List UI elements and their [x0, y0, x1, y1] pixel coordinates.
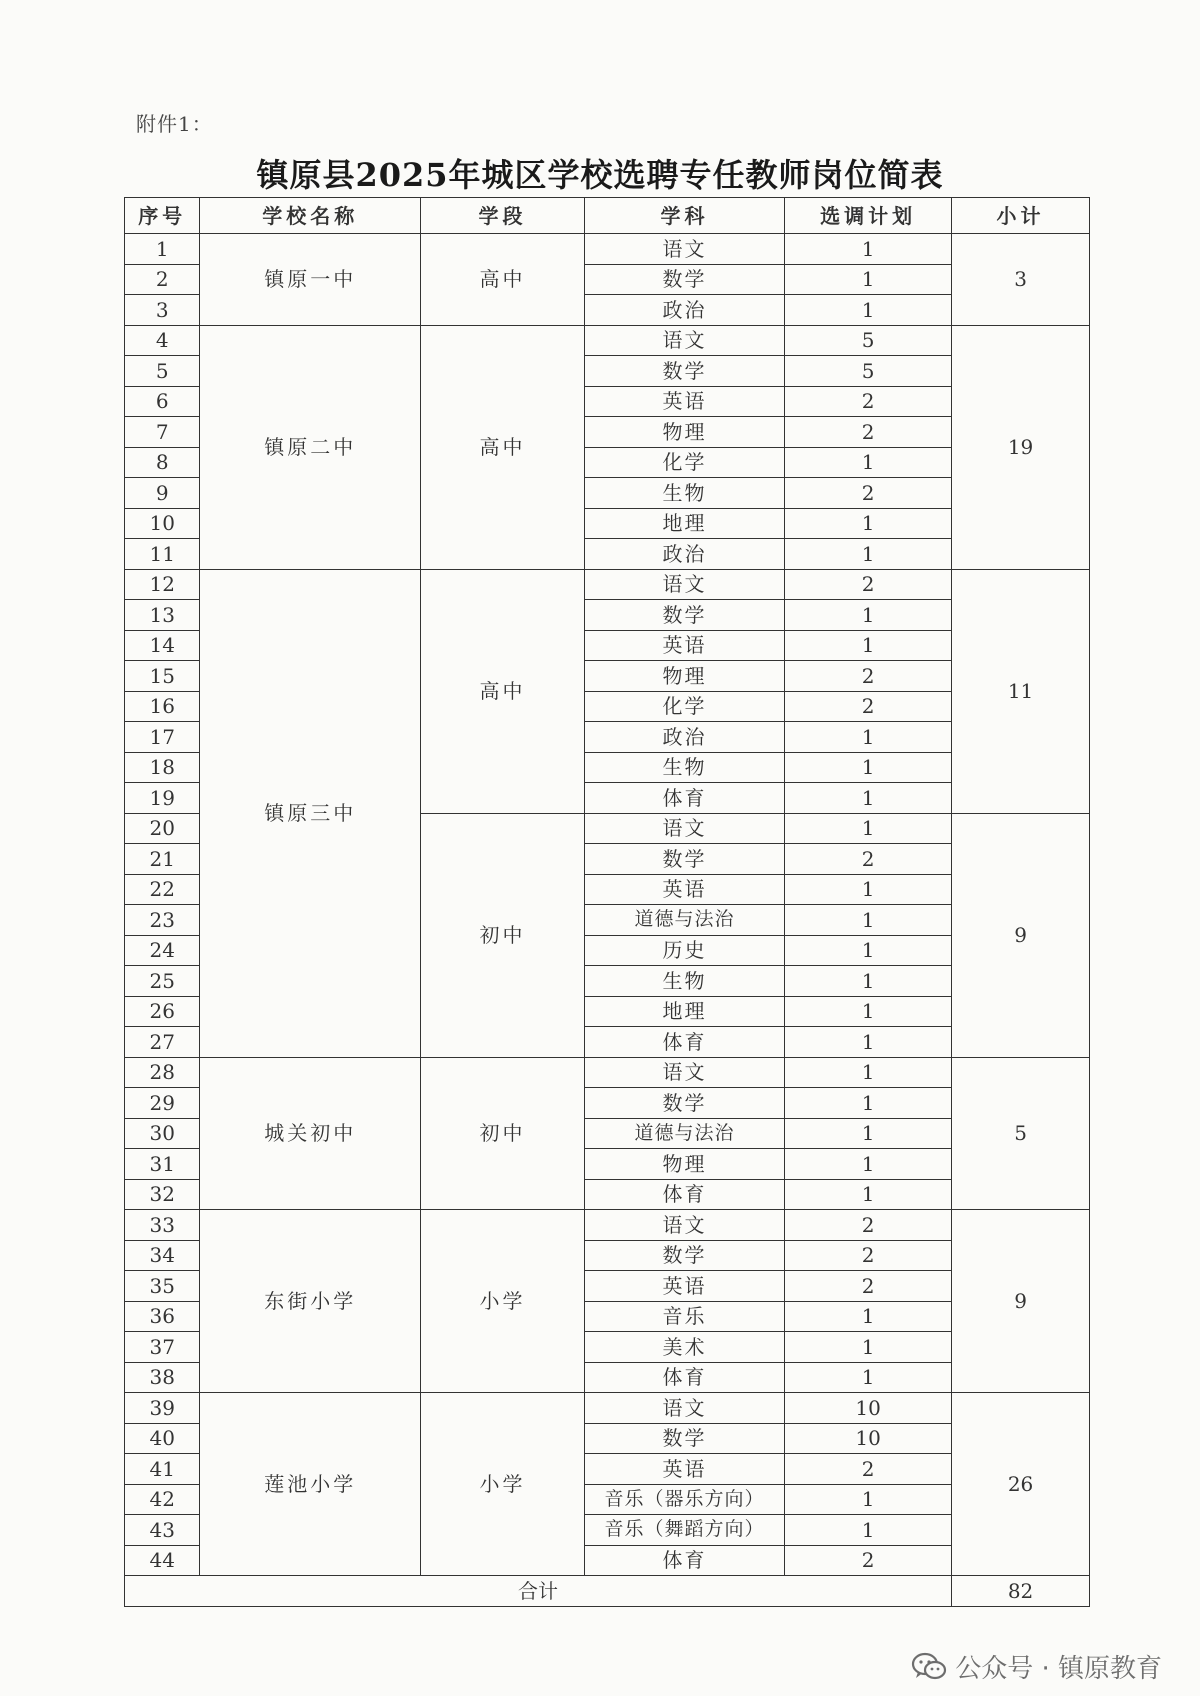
plan-count: 2	[785, 691, 952, 722]
subject: 体育	[584, 783, 784, 814]
row-seq: 29	[125, 1088, 200, 1119]
subtotal: 19	[952, 325, 1090, 569]
row-seq: 2	[125, 264, 200, 295]
plan-count: 1	[785, 905, 952, 936]
row-seq: 21	[125, 844, 200, 875]
plan-count: 2	[785, 1210, 952, 1241]
table-body	[125, 234, 1090, 1576]
stage-name: 高中	[421, 234, 585, 326]
plan-count: 1	[785, 1149, 952, 1180]
row-seq: 39	[125, 1393, 200, 1424]
row-seq: 11	[125, 539, 200, 570]
plan-count: 1	[785, 1179, 952, 1210]
plan-count: 2	[785, 1454, 952, 1485]
row-seq: 30	[125, 1118, 200, 1149]
table-row	[125, 569, 1090, 600]
row-seq: 25	[125, 966, 200, 997]
subject: 化学	[584, 447, 784, 478]
subject: 政治	[584, 295, 784, 326]
plan-count: 1	[785, 447, 952, 478]
plan-count: 1	[785, 1301, 952, 1332]
plan-count: 1	[785, 295, 952, 326]
total-row	[125, 1576, 1090, 1607]
row-seq: 5	[125, 356, 200, 387]
row-seq: 37	[125, 1332, 200, 1363]
plan-count: 1	[785, 813, 952, 844]
subject: 英语	[584, 630, 784, 661]
table-header-row	[125, 198, 1090, 234]
plan-count: 1	[785, 1484, 952, 1515]
total-label: 合计	[125, 1576, 952, 1607]
subject: 体育	[584, 1545, 784, 1576]
subject: 语文	[584, 1393, 784, 1424]
table-row	[125, 1210, 1090, 1241]
subtotal: 9	[952, 1210, 1090, 1393]
subject: 英语	[584, 386, 784, 417]
row-seq: 16	[125, 691, 200, 722]
teacher-posts-table	[124, 197, 1090, 1607]
total-value: 82	[952, 1576, 1090, 1607]
row-seq: 22	[125, 874, 200, 905]
plan-count: 2	[785, 1545, 952, 1576]
row-seq: 4	[125, 325, 200, 356]
school-name: 镇原三中	[200, 569, 421, 1057]
row-seq: 27	[125, 1027, 200, 1058]
plan-count: 2	[785, 569, 952, 600]
row-seq: 44	[125, 1545, 200, 1576]
plan-count: 1	[785, 508, 952, 539]
row-seq: 28	[125, 1057, 200, 1088]
subject: 数学	[584, 1240, 784, 1271]
plan-count: 1	[785, 600, 952, 631]
subtotal: 11	[952, 569, 1090, 813]
row-seq: 34	[125, 1240, 200, 1271]
stage-name: 小学	[421, 1210, 585, 1393]
subject: 音乐（器乐方向）	[584, 1484, 784, 1515]
plan-count: 1	[785, 783, 952, 814]
plan-count: 1	[785, 966, 952, 997]
row-seq: 38	[125, 1362, 200, 1393]
subject: 语文	[584, 1057, 784, 1088]
subject: 政治	[584, 539, 784, 570]
subject: 体育	[584, 1027, 784, 1058]
subject: 生物	[584, 752, 784, 783]
table-row	[125, 1393, 1090, 1424]
subject: 音乐	[584, 1301, 784, 1332]
subject: 物理	[584, 661, 784, 692]
row-seq: 7	[125, 417, 200, 448]
plan-count: 2	[785, 661, 952, 692]
stage-name: 初中	[421, 813, 585, 1057]
stage-name: 高中	[421, 569, 585, 813]
school-name: 镇原二中	[200, 325, 421, 569]
table-row	[125, 234, 1090, 265]
plan-count: 2	[785, 1271, 952, 1302]
plan-count: 1	[785, 1118, 952, 1149]
subject: 道德与法治	[584, 905, 784, 936]
plan-count: 10	[785, 1423, 952, 1454]
plan-count: 2	[785, 478, 952, 509]
plan-count: 1	[785, 722, 952, 753]
plan-count: 2	[785, 844, 952, 875]
stage-name: 初中	[421, 1057, 585, 1210]
subtotal: 9	[952, 813, 1090, 1057]
plan-count: 1	[785, 1027, 952, 1058]
subject: 数学	[584, 1423, 784, 1454]
school-name: 莲池小学	[200, 1393, 421, 1576]
subject: 地理	[584, 508, 784, 539]
subject: 音乐（舞蹈方向）	[584, 1515, 784, 1546]
plan-count: 1	[785, 1057, 952, 1088]
subtotal: 3	[952, 234, 1090, 326]
row-seq: 20	[125, 813, 200, 844]
row-seq: 19	[125, 783, 200, 814]
row-seq: 9	[125, 478, 200, 509]
subject: 地理	[584, 996, 784, 1027]
row-seq: 1	[125, 234, 200, 265]
plan-count: 2	[785, 417, 952, 448]
subject: 数学	[584, 356, 784, 387]
document-title: 镇原县2025年城区学校选聘专任教师岗位简表	[256, 156, 944, 194]
row-seq: 40	[125, 1423, 200, 1454]
subject: 历史	[584, 935, 784, 966]
row-seq: 41	[125, 1454, 200, 1485]
subtotal: 26	[952, 1393, 1090, 1576]
subtotal: 5	[952, 1057, 1090, 1210]
row-seq: 12	[125, 569, 200, 600]
plan-count: 2	[785, 386, 952, 417]
watermark-text: 公众号 · 镇原教育	[955, 1654, 1162, 1684]
plan-count: 2	[785, 1240, 952, 1271]
plan-count: 1	[785, 1332, 952, 1363]
plan-count: 1	[785, 935, 952, 966]
row-seq: 42	[125, 1484, 200, 1515]
row-seq: 31	[125, 1149, 200, 1180]
subject: 生物	[584, 478, 784, 509]
row-seq: 3	[125, 295, 200, 326]
subject: 美术	[584, 1332, 784, 1363]
subject: 政治	[584, 722, 784, 753]
header-stage: 学段	[421, 198, 585, 234]
plan-count: 1	[785, 874, 952, 905]
stage-name: 小学	[421, 1393, 585, 1576]
plan-count: 5	[785, 325, 952, 356]
subject: 数学	[584, 1088, 784, 1119]
header-subject: 学科	[584, 198, 784, 234]
subject: 数学	[584, 264, 784, 295]
row-seq: 18	[125, 752, 200, 783]
subject: 英语	[584, 1271, 784, 1302]
school-name: 镇原一中	[200, 234, 421, 326]
row-seq: 26	[125, 996, 200, 1027]
school-name: 城关初中	[200, 1057, 421, 1210]
row-seq: 15	[125, 661, 200, 692]
table-row	[125, 1057, 1090, 1088]
row-seq: 35	[125, 1271, 200, 1302]
subject: 道德与法治	[584, 1118, 784, 1149]
header-seq: 序号	[125, 198, 200, 234]
subject: 英语	[584, 874, 784, 905]
subject: 生物	[584, 966, 784, 997]
row-seq: 33	[125, 1210, 200, 1241]
row-seq: 13	[125, 600, 200, 631]
row-seq: 32	[125, 1179, 200, 1210]
row-seq: 17	[125, 722, 200, 753]
row-seq: 36	[125, 1301, 200, 1332]
plan-count: 1	[785, 1088, 952, 1119]
subject: 体育	[584, 1362, 784, 1393]
subject: 化学	[584, 691, 784, 722]
row-seq: 24	[125, 935, 200, 966]
row-seq: 6	[125, 386, 200, 417]
school-name: 东街小学	[200, 1210, 421, 1393]
subject: 语文	[584, 325, 784, 356]
plan-count: 1	[785, 1362, 952, 1393]
subject: 体育	[584, 1179, 784, 1210]
attachment-label: 附件1：	[136, 112, 213, 136]
watermark	[911, 1648, 1162, 1685]
row-seq: 10	[125, 508, 200, 539]
row-seq: 14	[125, 630, 200, 661]
header-subtotal: 小计	[952, 198, 1090, 234]
header-plan: 选调计划	[785, 198, 952, 234]
subject: 数学	[584, 600, 784, 631]
subject: 语文	[584, 813, 784, 844]
stage-name: 高中	[421, 325, 585, 569]
row-seq: 43	[125, 1515, 200, 1546]
plan-count: 5	[785, 356, 952, 387]
plan-count: 10	[785, 1393, 952, 1424]
header-school: 学校名称	[200, 198, 421, 234]
subject: 语文	[584, 234, 784, 265]
plan-count: 1	[785, 1515, 952, 1546]
plan-count: 1	[785, 630, 952, 661]
subject: 物理	[584, 1149, 784, 1180]
plan-count: 1	[785, 996, 952, 1027]
plan-count: 1	[785, 539, 952, 570]
table-row	[125, 325, 1090, 356]
plan-count: 1	[785, 234, 952, 265]
subject: 语文	[584, 569, 784, 600]
subject: 语文	[584, 1210, 784, 1241]
row-seq: 8	[125, 447, 200, 478]
subject: 英语	[584, 1454, 784, 1485]
plan-count: 1	[785, 752, 952, 783]
plan-count: 1	[785, 264, 952, 295]
wechat-icon	[911, 1652, 947, 1682]
subject: 物理	[584, 417, 784, 448]
row-seq: 23	[125, 905, 200, 936]
subject: 数学	[584, 844, 784, 875]
